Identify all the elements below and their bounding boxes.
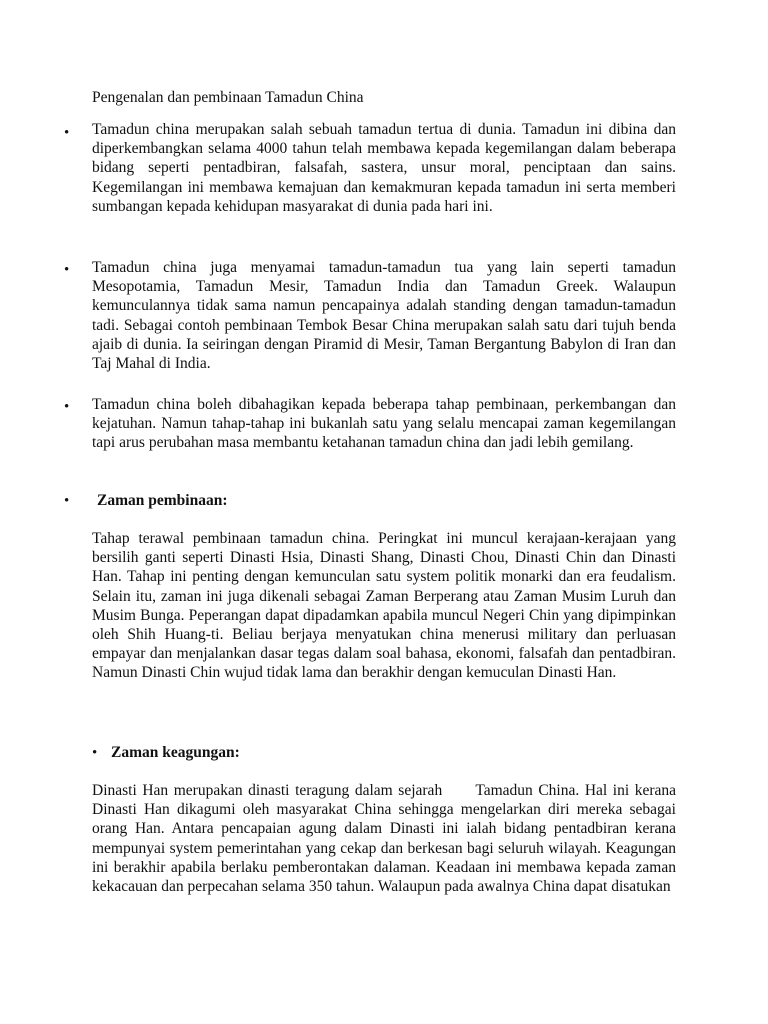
document-title: Pengenalan dan pembinaan Tamadun China — [92, 89, 364, 106]
paragraph-1: Tamadun china merupakan salah sebuah tamadun tertua di dunia. Tamadun ini dibina dan diperkembangkan selama 4000 tahun telah membawa kepada kegemilangan dalam beberapa bidang seperti pentadbiran, falsafah, sastera, unsur moral, penciptaan dan sains. Kegemilangan ini membawa kemajuan dan kemakmuran kepada tamadun ini serta memberi sumbangan kepada kehidupan masyarakat di dunia pada hari ini. — [92, 121, 676, 215]
paragraph-3: Tamadun china boleh dibahagikan kepada beberapa tahap pembinaan, perkembangan dan kejatuhan. Namun tahap-tahap ini bukanlah satu yang selalu mencapai zaman kegemilangan tapi arus perubahan masa membantu ketahanan tamadun china dan jadi lebih gemilang. — [92, 396, 676, 452]
bullet-1: • — [64, 125, 70, 141]
section-heading-keagungan: Zaman keagungan: — [111, 744, 240, 761]
bullet-2: • — [64, 262, 70, 278]
section-heading-pembinaan: Zaman pembinaan: — [97, 492, 228, 509]
paragraph-2: Tamadun china juga menyamai tamadun-tamadun tua yang lain seperti tamadun Mesopotamia, Tamadun Mesir, Tamadun India dan Tamadun Greek. Walaupun kemunculannya tidak sama namun pencapainya adalah standing dengan tamadun-tamadun tadi. Sebagai contoh pembinaan Tembok Besar China merupakan salah satu dari tujuh benda ajaib di dunia. Ia seiringan dengan Piramid di Mesir, Taman Bergantung Babylon di Iran dan Taj Mahal di India. — [92, 259, 676, 373]
section-body-keagungan: Dinasti Han merupakan dinasti teragung dalam sejarah Tamadun China. Hal ini kerana Dinasti Han dikagumi oleh masyarakat China sehingga mengelarkan diri mereka sebagai orang Han. Antara pencapaian agung dalam Dinasti ini ialah bidang pentadbiran kerana mempunyai system pemerintahan yang cekap dan berkesan bagi seluruh wilayah. Keagungan ini berakhir apabila berlaku pemberontakan dalaman. Keadaan ini membawa kepada zaman kekacauan dan perpecahan selama 350 tahun. Walaupun pada awalnya China dapat disatukan — [92, 782, 680, 896]
section-body-pembinaan: Tahap terawal pembinaan tamadun china. Peringkat ini muncul kerajaan-kerajaan yang bersilih ganti seperti Dinasti Hsia, Dinasti Shang, Dinasti Chou, Dinasti Chin dan Dinasti Han. Tahap ini penting dengan kemunculan satu system politik monarki dan era feudalism. Selain itu, zaman ini juga dikenali sebagai Zaman Berperang atau Zaman Musim Luruh dan Musim Bunga. Peperangan dapat dipadamkan apabila muncul Negeri Chin yang dipimpinkan oleh Shih Huang-ti. Beliau berjaya menyatukan china menerusi military dan perluasan empayar dan menjalankan dasar tegas dalam soal bahasa, ekonomi, falsafah dan pentadbiran. Namun Dinasti Chin wujud tidak lama dan berakhir dengan kemuculan Dinasti Han. — [92, 530, 676, 682]
bullet-5: • — [92, 745, 98, 761]
bullet-3: • — [64, 399, 70, 415]
bullet-4: • — [64, 493, 70, 509]
